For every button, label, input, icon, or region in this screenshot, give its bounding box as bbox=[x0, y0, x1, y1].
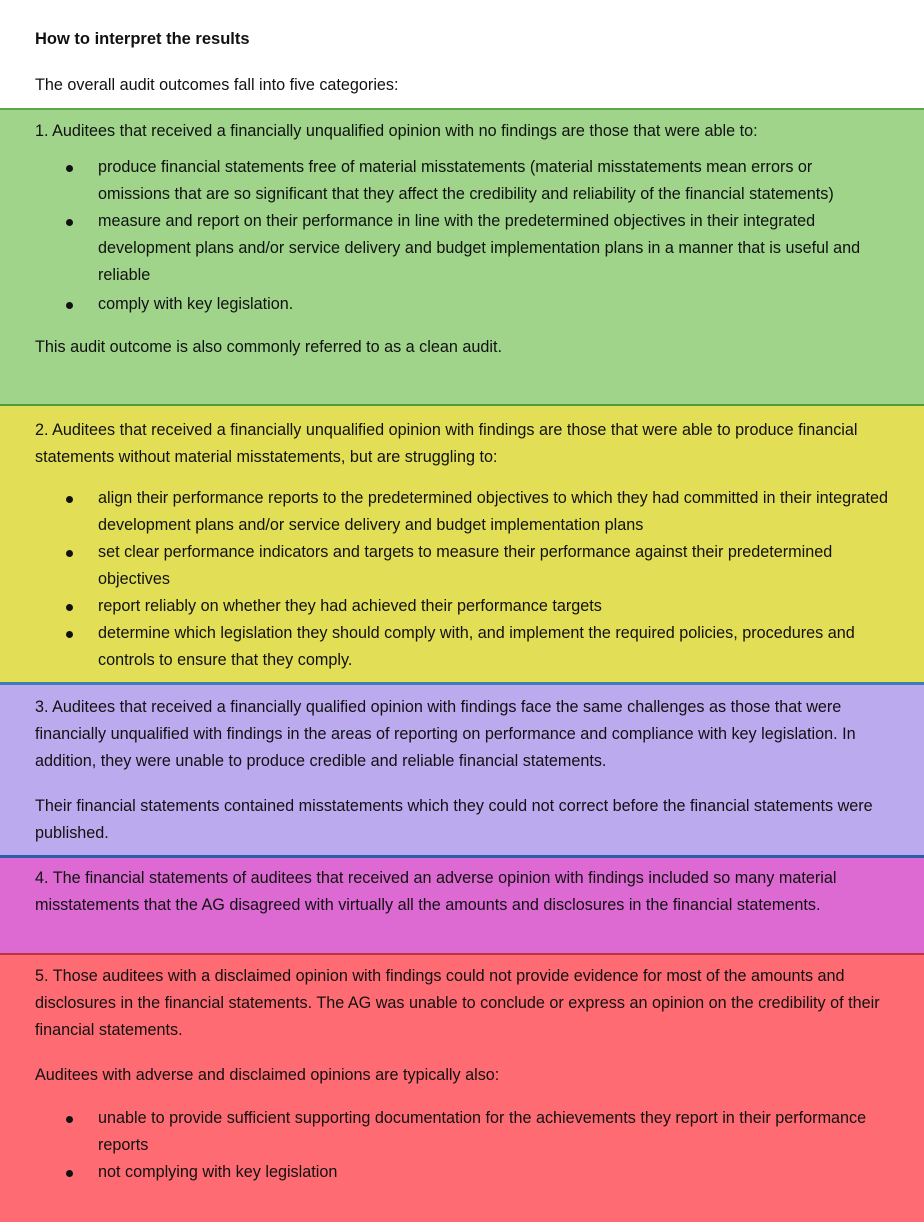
category-3-closing: Their financial statements contained misstatements which they could not correct before the financial statements were published. bbox=[35, 797, 873, 842]
category-3-qualified-with-findings bbox=[0, 682, 924, 855]
category-5-disclaimed-with-findings bbox=[0, 953, 924, 1222]
category-5-bullet-list bbox=[0, 1105, 924, 1186]
list-item: report reliably on whether they had achieved their performance targets bbox=[0, 593, 924, 620]
category-1-closing: This audit outcome is also commonly referred to as a clean audit. bbox=[35, 338, 502, 356]
category-1-clean-audit bbox=[0, 108, 924, 404]
intro-text: The overall audit outcomes fall into five categories: bbox=[35, 76, 399, 94]
list-item: measure and report on their performance in line with the predetermined objectives in their integrated development plans and/or service delivery and budget implementation plans in a manner that is useful and reliable bbox=[0, 208, 924, 289]
category-1-bullet-list bbox=[0, 154, 924, 318]
page-title: How to interpret the results bbox=[35, 30, 250, 48]
list-item: unable to provide sufficient supporting documentation for the achievements they report in their performance reports bbox=[0, 1105, 924, 1159]
document-header bbox=[0, 0, 924, 108]
list-item: align their performance reports to the predetermined objectives to which they had committed in their integrated development plans and/or service delivery and budget implementation plans bbox=[0, 485, 924, 539]
category-5-lead: 5. Those auditees with a disclaimed opinion with findings could not provide evidence for most of the amounts and disclosures in the financial statements. The AG was unable to conclude or express an opinion on the credibility of their financial statements. bbox=[35, 967, 880, 1039]
category-2-lead: 2. Auditees that received a financially unqualified opinion with findings are those that were able to produce financial statements without material misstatements, but are struggling to: bbox=[35, 421, 858, 466]
list-item: set clear performance indicators and targets to measure their performance against their predetermined objectives bbox=[0, 539, 924, 593]
list-item: determine which legislation they should comply with, and implement the required policies, procedures and controls to ensure that they comply. bbox=[0, 620, 924, 674]
category-2-unqualified-with-findings bbox=[0, 404, 924, 682]
list-item: not complying with key legislation bbox=[0, 1159, 924, 1186]
category-1-lead: 1. Auditees that received a financially unqualified opinion with no findings are those that were able to: bbox=[35, 122, 758, 140]
list-item: comply with key legislation. bbox=[0, 291, 924, 318]
category-4-adverse-with-findings bbox=[0, 855, 924, 953]
category-5-sub: Auditees with adverse and disclaimed opinions are typically also: bbox=[35, 1066, 500, 1084]
category-3-lead: 3. Auditees that received a financially qualified opinion with findings face the same challenges as those that were financially unqualified with findings in the areas of reporting on performance and compliance with key legislation. In addition, they were unable to produce credible and reliable financial statements. bbox=[35, 698, 856, 770]
category-2-bullet-list bbox=[0, 485, 924, 674]
category-4-lead: 4. The financial statements of auditees that received an adverse opinion with findings included so many material misstatements that the AG disagreed with virtually all the amounts and disclosures in the financial statements. bbox=[35, 869, 837, 914]
list-item: produce financial statements free of material misstatements (material misstatements mean errors or omissions that are so significant that they affect the credibility and reliability of the financial statements) bbox=[0, 154, 924, 208]
